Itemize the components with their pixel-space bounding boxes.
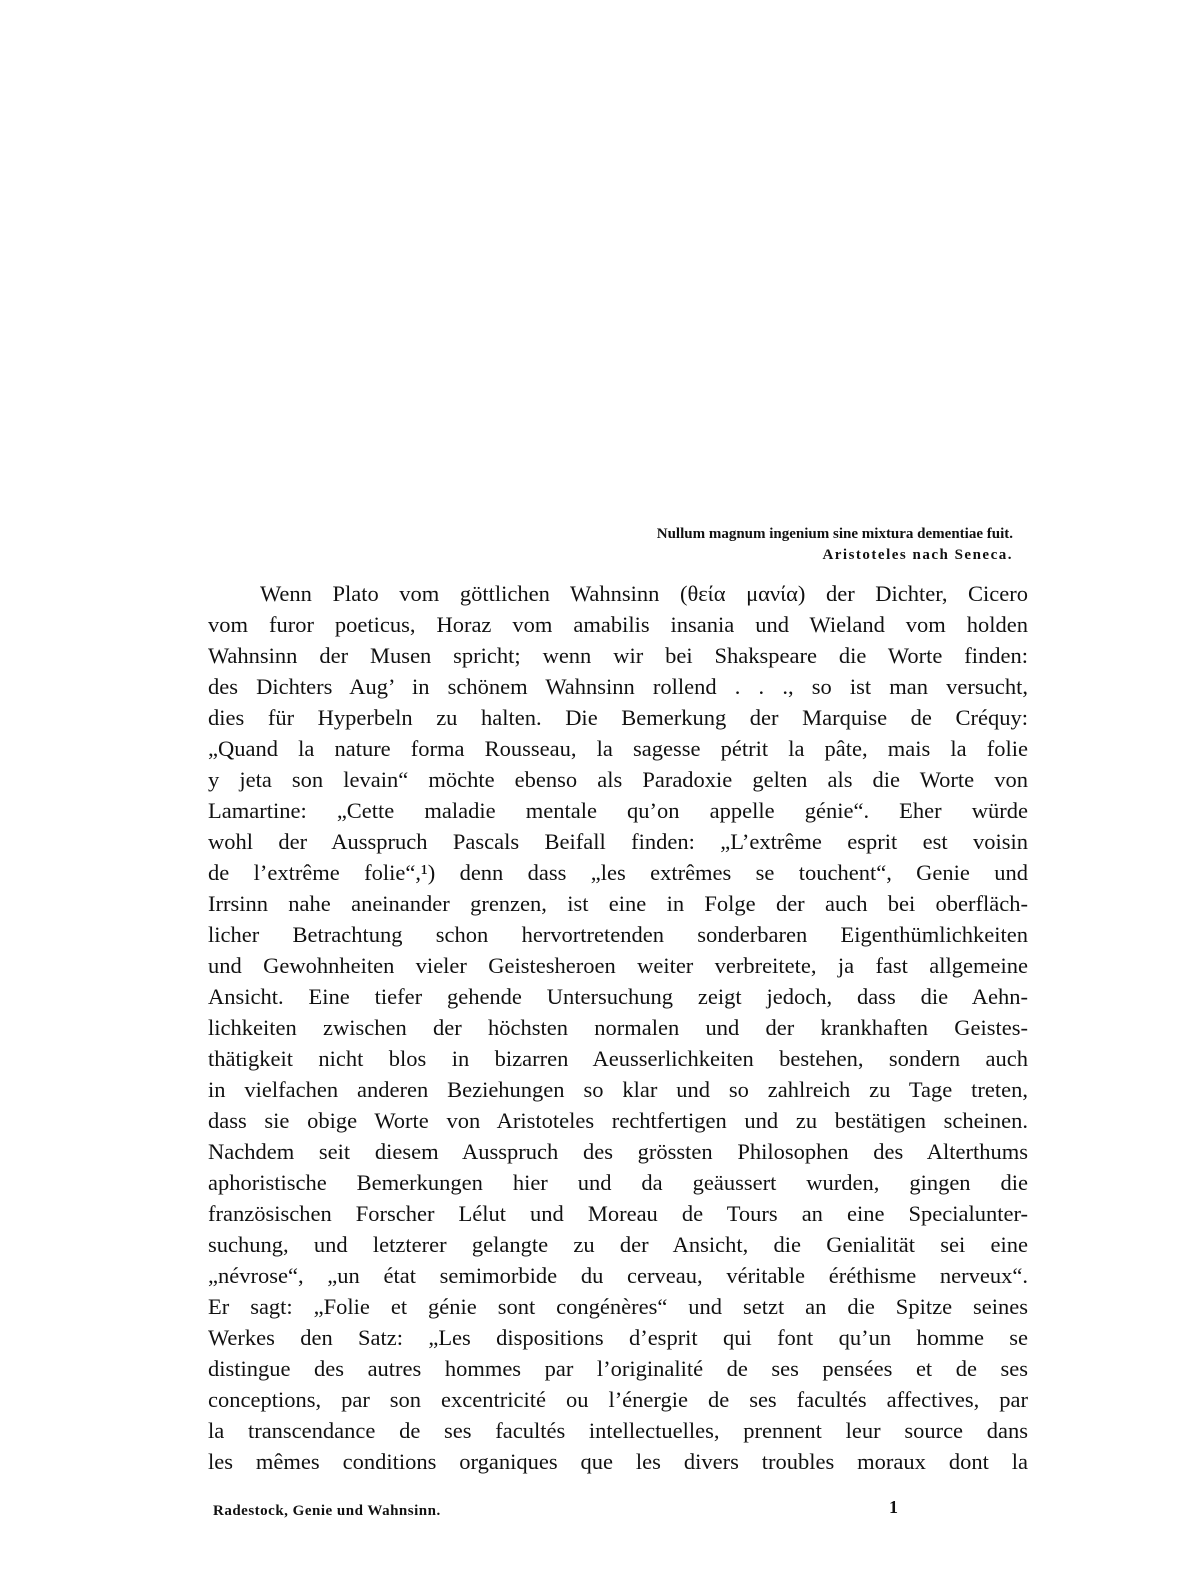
text-line: wohl der Ausspruch Pascals Beifall finden: „L’extrême esprit est voisin	[208, 829, 1028, 854]
text-line: la transcendance de ses facultés intellectuelles, prennent leur source dans	[208, 1418, 1028, 1443]
text-line: und Gewohnheiten vieler Geistesheroen weiter verbreitete, ja fast allgemeine	[208, 953, 1028, 978]
text-line: „névrose“, „un état semimorbide du cerveau, véritable éréthisme nerveux“.	[208, 1263, 1028, 1288]
text-line: Werkes den Satz: „Les dispositions d’esprit qui font qu’un homme se	[208, 1325, 1028, 1350]
text-line: thätigkeit nicht blos in bizarren Aeusserlichkeiten bestehen, sondern auch	[208, 1046, 1028, 1071]
text-line: conceptions, par son excentricité ou l’énergie de ses facultés affectives, par	[208, 1387, 1028, 1412]
text-line: französischen Forscher Lélut und Moreau de Tours an eine Specialunter-	[208, 1201, 1028, 1226]
text-line: Nachdem seit diesem Ausspruch des grössten Philosophen des Alterthums	[208, 1139, 1028, 1164]
text-line: Wahnsinn der Musen spricht; wenn wir bei Shakspeare die Worte finden:	[208, 643, 1028, 668]
text-line: Irrsinn nahe aneinander grenzen, ist eine in Folge der auch bei oberfläch-	[208, 891, 1028, 916]
page-footer	[213, 1497, 1013, 1527]
page-number: 1	[889, 1497, 898, 1517]
epigraph	[657, 524, 1013, 566]
text-line: Wenn Plato vom göttlichen Wahnsinn (θεία μανία) der Dichter, Cicero	[260, 581, 1028, 606]
text-line: „Quand la nature forma Rousseau, la sagesse pétrit la pâte, mais la folie	[208, 736, 1028, 761]
text-line: les mêmes conditions organiques que les divers troubles moraux dont la	[208, 1449, 1028, 1474]
epigraph-quote: Nullum magnum ingenium sine mixtura dementiae fuit.	[656, 526, 1013, 542]
text-line: aphoristische Bemerkungen hier und da geäussert wurden, gingen die	[208, 1170, 1028, 1195]
text-line: distingue des autres hommes par l’originalité de ses pensées et de ses	[208, 1356, 1028, 1381]
text-line: licher Betrachtung schon hervortretenden sonderbaren Eigenthümlichkeiten	[208, 922, 1028, 947]
text-line: Er sagt: „Folie et génie sont congénères“ und setzt an die Spitze seines	[208, 1294, 1028, 1319]
epigraph-source: Aristoteles nach Seneca.	[822, 547, 1013, 563]
body-paragraph	[208, 578, 1028, 1477]
text-line: in vielfachen anderen Beziehungen so klar und so zahlreich zu Tage treten,	[208, 1077, 1028, 1102]
text-line: Ansicht. Eine tiefer gehende Untersuchung zeigt jedoch, dass die Aehn-	[208, 984, 1028, 1009]
text-line: suchung, und letzterer gelangte zu der Ansicht, die Genialität sei eine	[208, 1232, 1028, 1257]
text-line: y jeta son levain“ möchte ebenso als Paradoxie gelten als die Worte von	[208, 767, 1028, 792]
text-line: vom furor poeticus, Horaz vom amabilis insania und Wieland vom holden	[208, 612, 1028, 637]
text-line: dies für Hyperbeln zu halten. Die Bemerkung der Marquise de Créquy:	[208, 705, 1028, 730]
text-line: des Dichters Aug’ in schönem Wahnsinn rollend . . ., so ist man versucht,	[208, 674, 1028, 699]
text-line: Lamartine: „Cette maladie mentale qu’on appelle génie“. Eher würde	[208, 798, 1028, 823]
text-line: lichkeiten zwischen der höchsten normalen und der krankhaften Geistes-	[208, 1015, 1028, 1040]
text-line: de l’extrême folie“,¹) denn dass „les extrêmes se touchent“, Genie und	[208, 860, 1028, 885]
text-line: dass sie obige Worte von Aristoteles rechtfertigen und zu bestätigen scheinen.	[208, 1108, 1028, 1133]
footer-title: Radestock, Genie und Wahnsinn.	[213, 1503, 441, 1519]
